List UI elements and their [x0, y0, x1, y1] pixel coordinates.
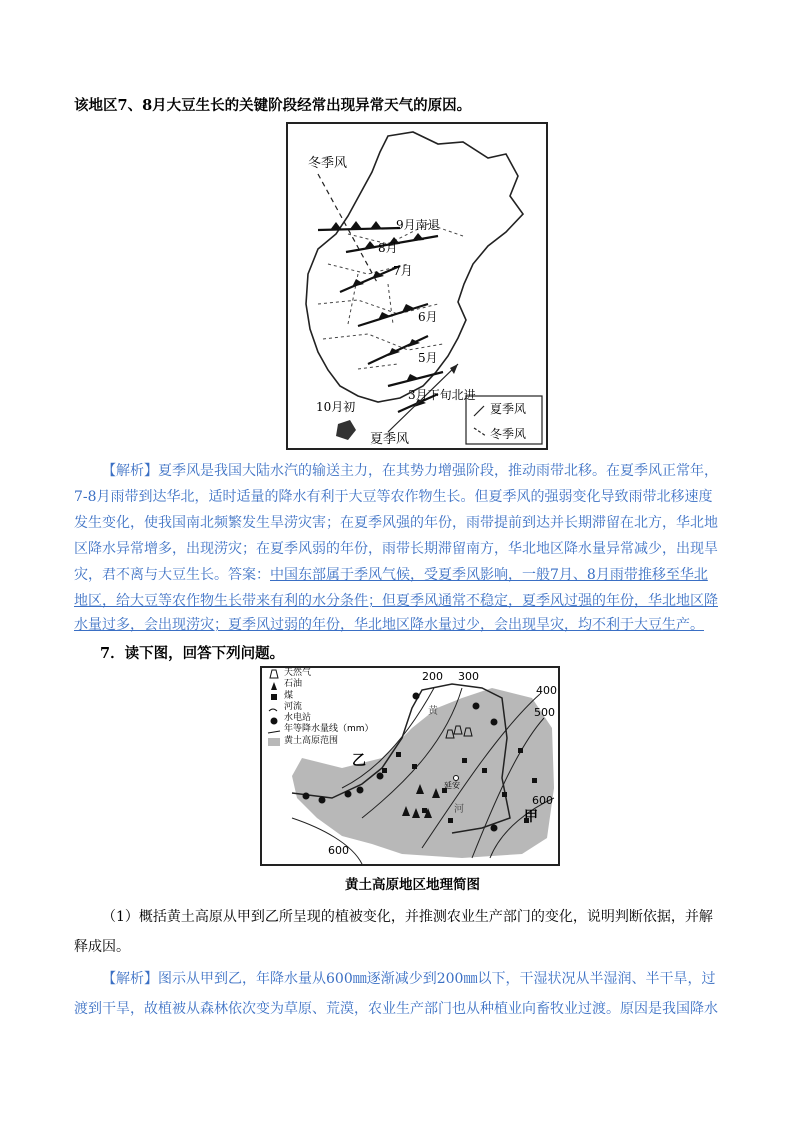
iso-300-label: 300: [458, 670, 479, 683]
label-huang: 黄: [428, 706, 438, 717]
answer-6-line-7: 水量过多，会出现涝灾；夏季风过弱的年份，华北地区降水量过少，会出现旱灾，均不利于大豆生产。: [74, 617, 704, 633]
apr-advance-label: 3月下旬北进: [408, 388, 476, 402]
hainan-island: [336, 420, 356, 440]
loess-plateau-map: [260, 666, 560, 866]
answer-6-line-4: 区降水异常增多，出现涝灾；在夏季风弱的年份，雨带长期滞留南方，华北地区降水量异常减少，出现旱: [74, 541, 718, 557]
jul-label: 7月: [393, 264, 413, 278]
legend-plateau: 黄土高原范围: [284, 735, 339, 746]
question-7-1-line-2: 释成因。: [74, 939, 130, 955]
iso-600-bottom-label: 600: [328, 844, 349, 857]
iso-600-right-label: 600: [532, 794, 553, 807]
winter-monsoon-label: 冬季风: [308, 156, 348, 171]
coastline: [306, 132, 523, 402]
legend-oil: 石油: [284, 679, 303, 690]
aug-label: 8月: [378, 241, 398, 255]
legend-isohyet-symbol: [268, 731, 280, 733]
legend-gas-symbol: [270, 670, 278, 678]
summer-arrow-head: [450, 364, 458, 374]
jun-label: 6月: [418, 310, 438, 324]
label-yanan: 延安: [444, 781, 460, 790]
legend-gas: 天然气: [284, 668, 312, 678]
legend-coal: 煤: [284, 690, 294, 701]
answer-6-line-3: 发生变化，使我国南北频繁发生旱涝灾害；在夏季风强的年份，雨带提前到达并长期滞留在北方，华北地: [74, 515, 718, 531]
legend-summer-label: 夏季风: [490, 402, 527, 416]
answer-6-label: 【解析】: [102, 463, 158, 479]
legend-river: 河流: [284, 701, 303, 712]
answer-6-line-6: 地区，给大豆等农作物生长带来有利的水分条件；但夏季风通常不稳定，夏季风过强的年份，华北地区降: [74, 593, 718, 609]
label-yi: 乙: [352, 753, 366, 769]
map-legend: [284, 668, 374, 747]
iso-400-label: 400: [536, 684, 557, 697]
legend-oil-symbol: [271, 682, 277, 690]
summer-monsoon-label: 夏季风: [370, 432, 410, 447]
legend-river-symbol: [269, 709, 277, 711]
label-he: 河: [454, 804, 464, 815]
figure-caption: 黄土高原地区地理简图: [345, 877, 480, 893]
sep-retreat-label: 9月南退: [396, 218, 440, 232]
iso-200-label: 200: [422, 670, 443, 683]
question-7-title: 7．读下图，回答下列问题。: [100, 645, 285, 662]
question-6-intro: 该地区7、8月大豆生长的关键阶段经常出现异常天气的原因。: [74, 97, 472, 114]
question-7-1-line-1: （1）概括黄土高原从甲到乙所呈现的植被变化，并推测农业生产部门的变化，说明判断依据，并解: [102, 909, 713, 925]
answer-7-label: 【解析】: [102, 971, 158, 987]
legend-winter-label: 冬季风: [490, 427, 527, 441]
legend-plateau-symbol: [268, 738, 280, 746]
legend-coal-symbol: [271, 694, 277, 700]
legend-hydro-symbol: [271, 718, 278, 725]
legend-isohyet: 年等降水量线（mm）: [284, 724, 374, 735]
monsoon-map: [286, 122, 548, 450]
answer-7-line-2: 渡到干旱，故植被从森林依次变为草原、荒漠，农业生产部门也从种植业向畜牧业过渡。原因是我国降水: [74, 1001, 718, 1017]
legend-hydro: 水电站: [284, 713, 312, 724]
answer-7-line-1: 【解析】图示从甲到乙，年降水量从600㎜逐渐减少到200㎜以下，干湿状况从半湿润、半干旱，过: [102, 971, 716, 987]
iso-500-label: 500: [534, 706, 555, 719]
answer-6-line-1: 【解析】夏季风是我国大陆水汽的输送主力，在其势力增强阶段，推动雨带北移。在夏季风正常年，: [102, 463, 718, 479]
answer-6-line-2: 7-8月雨带到达华北，适时适量的降水有利于大豆等农作物生长。但夏季风的强弱变化导致雨带北移速度: [74, 489, 713, 505]
may-label: 5月: [418, 351, 438, 365]
answer-6-line-5: 灾，君不离与大豆生长。答案：中国东部属于季风气候，受夏季风影响，一般7月、8月雨带推移至华北: [74, 567, 708, 583]
oct-early-label: 10月初: [316, 400, 356, 414]
label-jia: 甲: [524, 809, 538, 825]
